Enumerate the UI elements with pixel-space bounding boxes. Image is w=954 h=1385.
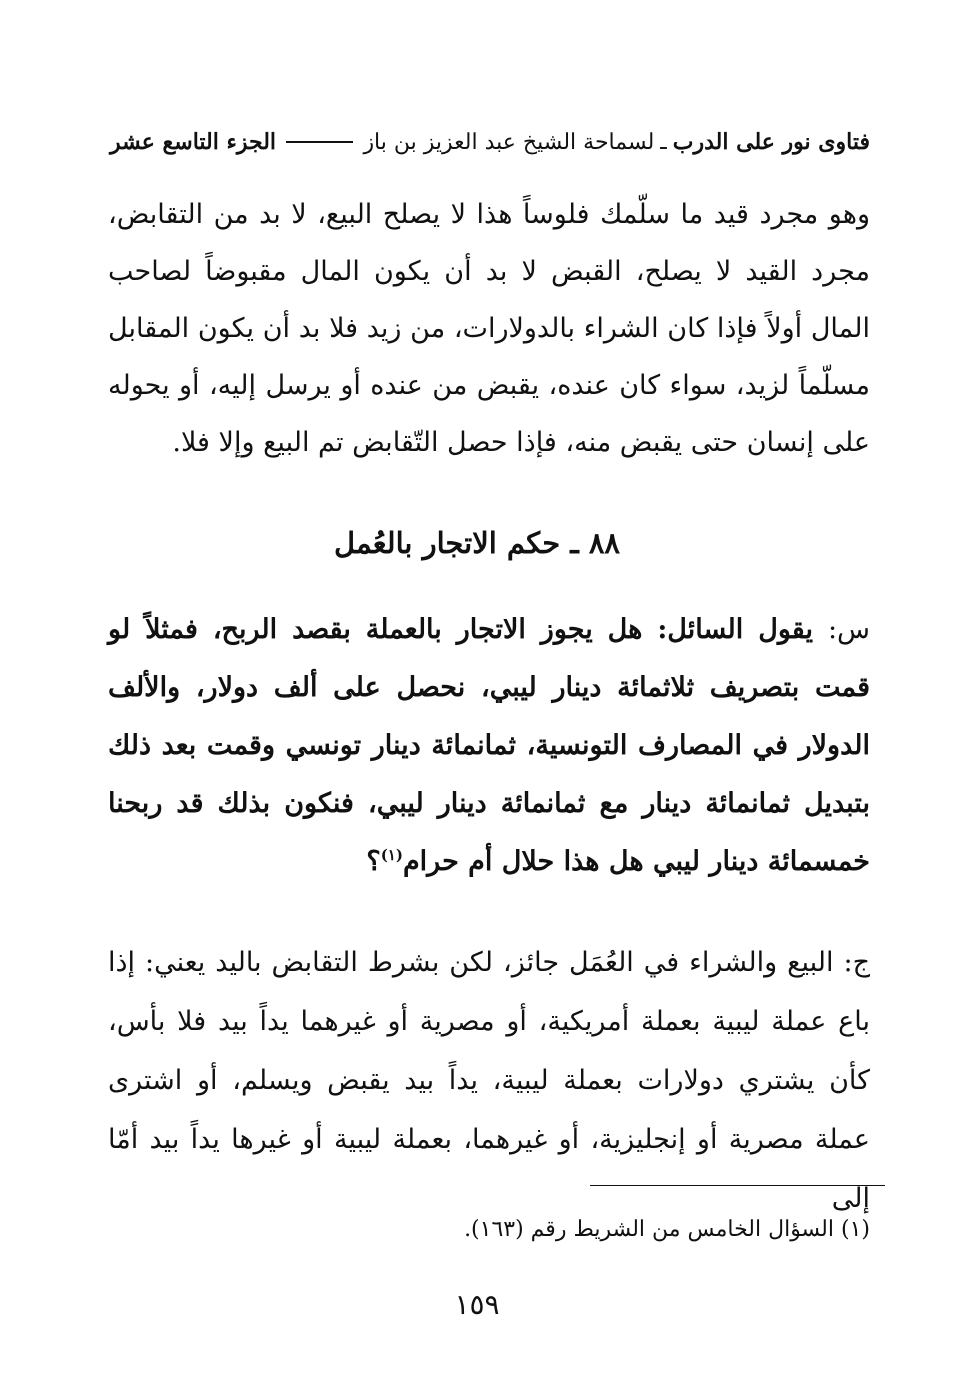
section-heading: ٨٨ ـ حكم الاتجار بالعُمل [334,526,620,560]
running-header [110,120,870,164]
answer-paragraph: ج: البيع والشراء في العُمَل جائز، لكن بشرط التقابض باليد يعني: إذا باع عملة ليبية بعملة أمريكية، أو مصرية أو غيرهما يداً بيد فلا بأس، كأن يشتري دولارات بعملة ليبية، يداً بيد يقبض ويسلم، أو اشترى عملة مصرية أو إنجليزية، أو غيرهما، بعملة ليبية أو غيرها يداً بيد أمّا إلى [108,947,870,1214]
page-number: ١٥٩ [454,1288,500,1321]
question-text: يقول السائل: هل يجوز الاتجار بالعملة بقصد الربح، فمثلاً لو قمت بتصريف ثلاثمائة دينار ليبي، نحصل على ألف دولار، والألف الدولار في المصارف التونسية، ثمانمائة دينار تونسي وقمت بعد ذلك بتبديل ثمانمائة دينار مع ثمانمائة دينار ليبي، فنكون بذلك قد ربحنا خمسمائة دينار ليبي هل هذا حلال أم حرام [108,614,870,877]
book-title: فتاوى نور على الدرب [672,129,870,155]
footnote: (١) السؤال الخامس من الشريط رقم (١٦٣). [464,1217,870,1242]
question-paragraph [108,601,870,891]
author-name: لسماحة الشيخ عبد العزيز بن باز [363,129,655,155]
question-mark: ؟ [366,846,381,877]
footnote-divider [590,1185,885,1186]
volume-label: الجزء التاسع عشر [110,129,277,155]
header-separator: ـ [660,129,667,155]
footnote-marker[interactable]: (١) [380,846,403,864]
header-rule [286,141,353,143]
question-prefix: س: [827,614,870,645]
paragraph-continuation: وهو مجرد قيد ما سلّمك فلوساً هذا لا يصلح البيع، لا بد من التقابض، مجرد القيد لا يصلح، القبض لا بد أن يكون المال مقبوضاً لصاحب المال أولاً فإذا كان الشراء بالدولارات، من زيد فلا بد أن يكون المقابل مسلّماً لزيد، سواء كان عنده، يقبض من عنده أو يرسل إليه، أو يحوله على إنسان حتى يقبض منه، فإذا حصل التّقابض تم البيع وإلا فلا. [108,199,870,458]
